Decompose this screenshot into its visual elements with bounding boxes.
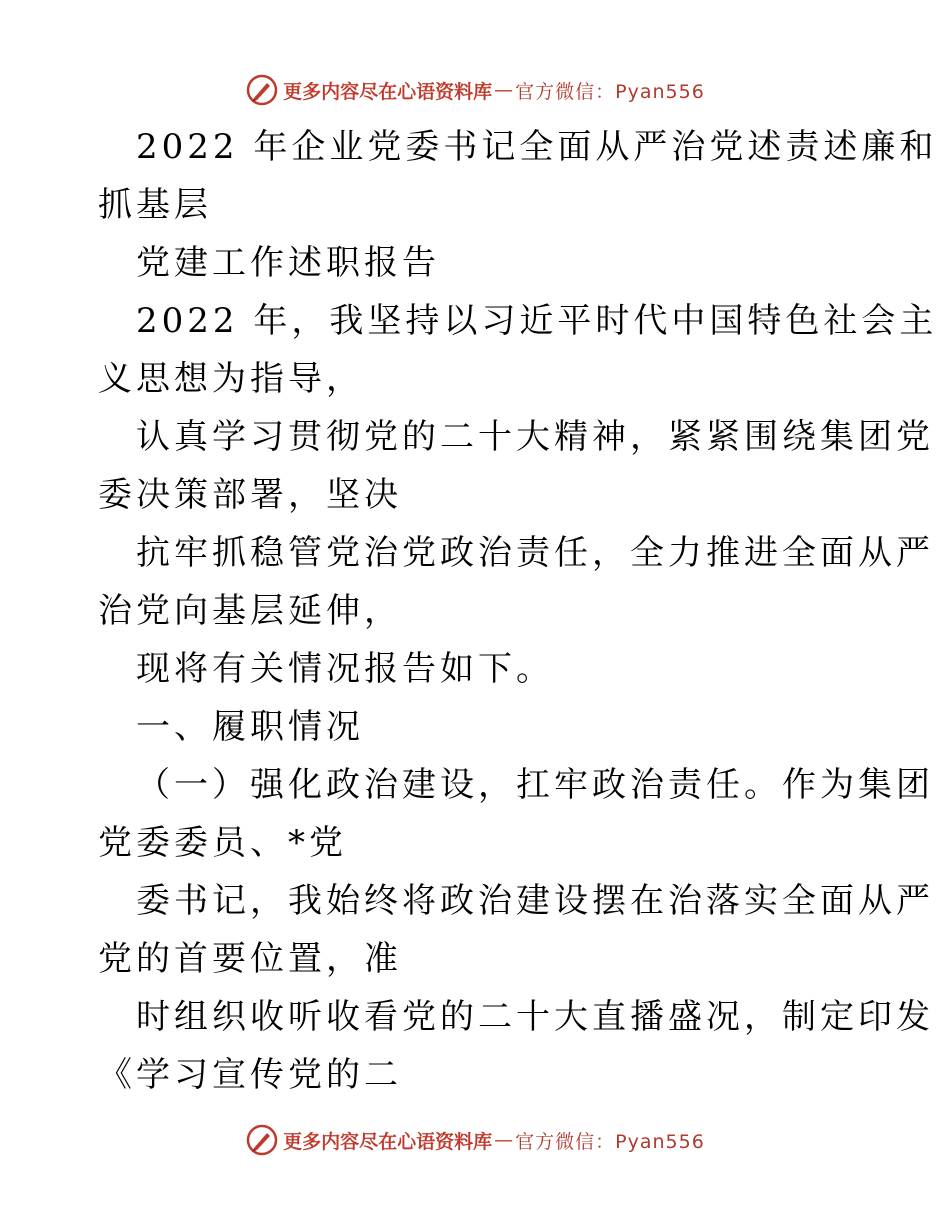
paragraph-line: 抗牢抓稳管党治党政治责任，全力推进全面从严 [136, 533, 934, 573]
footer-watermark [0, 1120, 950, 1160]
paragraph-line: 义思想为指导， [98, 359, 364, 399]
paragraph-line: 治党向基层延伸， [98, 591, 402, 631]
title-line-1: 2022 年企业党委书记全面从严治党述责述廉和 [136, 127, 938, 167]
title-line-2: 抓基层 [98, 185, 212, 225]
paragraph-line: 2022 年，我坚持以习近平时代中国特色社会主 [136, 301, 938, 341]
paragraph-line: 《学习宣传党的二 [98, 1055, 402, 1095]
watermark-main-text: 更多内容尽在心语资料库 [283, 80, 493, 103]
paragraph-line: 党的首要位置，准 [98, 939, 402, 979]
document-body [98, 118, 938, 1104]
paragraph-line: 现将有关情况报告如下。 [136, 649, 554, 689]
header-watermark [0, 70, 950, 110]
pen-logo-icon [245, 1123, 279, 1157]
pen-logo-icon [245, 73, 279, 107]
watermark-wechat-text: 官方微信：Pyan556 [515, 80, 705, 103]
watermark-dash: — [494, 79, 514, 101]
paragraph-line: 党委委员、*党 [98, 823, 347, 863]
watermark-dash: — [494, 1129, 514, 1151]
paragraph-line: （一）强化政治建设，扛牢政治责任。作为集团 [136, 765, 934, 805]
paragraph-line: 委书记，我始终将政治建设摆在治落实全面从严 [136, 881, 934, 921]
title-line-3: 党建工作述职报告 [136, 243, 440, 283]
section-heading: 一、履职情况 [136, 707, 364, 747]
paragraph-line: 时组织收听收看党的二十大直播盛况，制定印发 [136, 997, 934, 1037]
paragraph-line: 委决策部署，坚决 [98, 475, 402, 515]
watermark-wechat-text: 官方微信：Pyan556 [515, 1130, 705, 1153]
watermark-main-text: 更多内容尽在心语资料库 [283, 1130, 493, 1153]
paragraph-line: 认真学习贯彻党的二十大精神，紧紧围绕集团党 [136, 417, 934, 457]
